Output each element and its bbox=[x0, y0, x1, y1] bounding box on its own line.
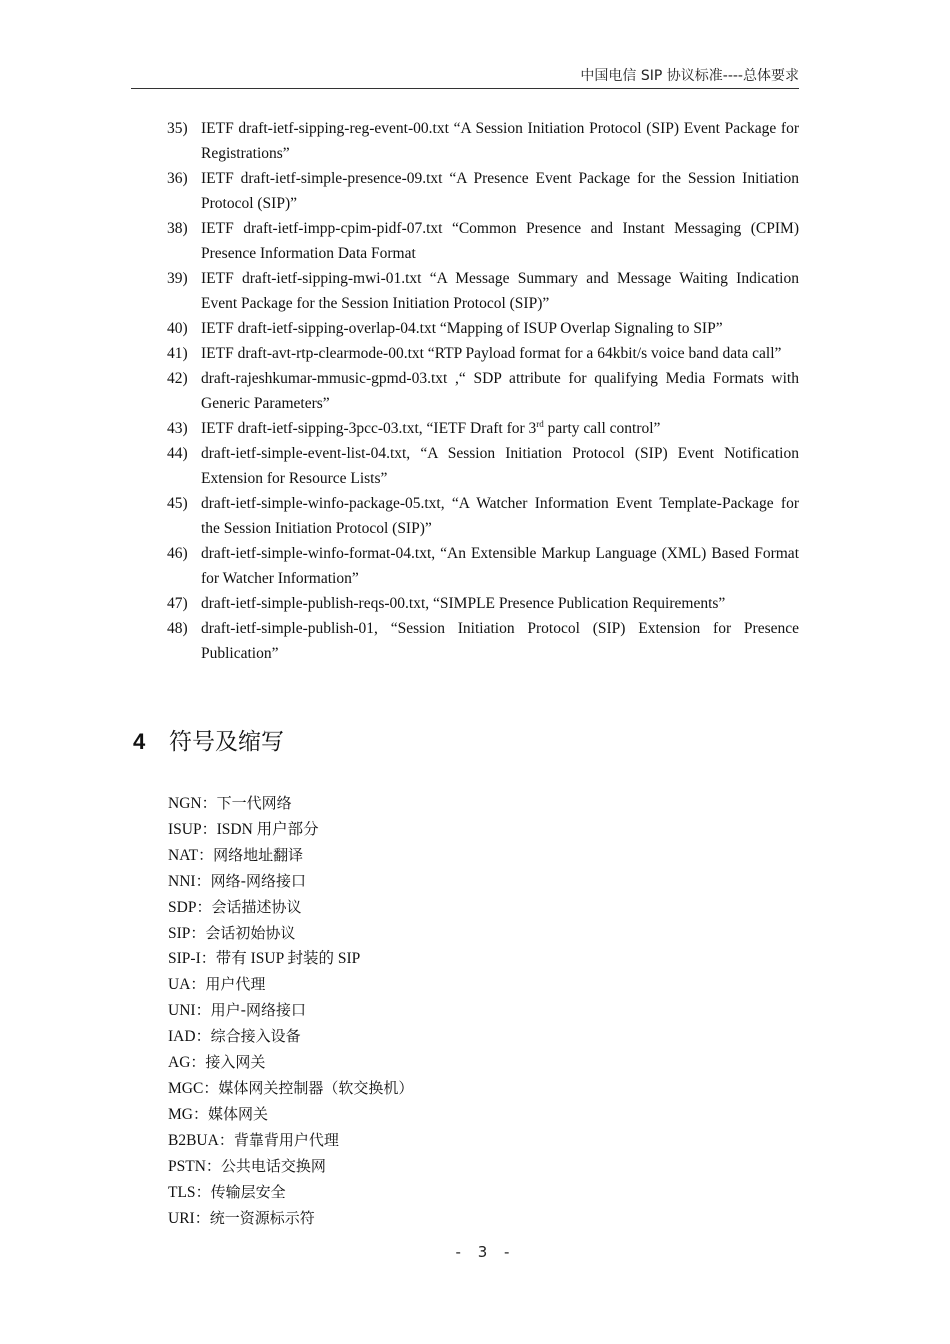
abbreviation-separator: ： bbox=[190, 1053, 206, 1072]
abbreviation-description: 带有 ISUP 封装的 SIP bbox=[215, 950, 361, 968]
reference-text: IETF draft-ietf-sipping-reg-event-00.txt “A Session Initiation Protocol (SIP) Event Package for Registrations” bbox=[201, 120, 799, 162]
abbreviation-separator: ： bbox=[201, 819, 217, 838]
abbreviation-term: SDP bbox=[168, 898, 197, 916]
abbreviation-term: ISUP bbox=[168, 820, 202, 838]
abbreviation-separator: ： bbox=[201, 794, 217, 812]
abbreviation-item bbox=[168, 791, 413, 817]
abbreviation-term: NGN bbox=[168, 795, 202, 812]
abbreviation-term: TLS bbox=[168, 1183, 196, 1201]
header-title: 中国电信 SIP 协议标准----总体要求 bbox=[580, 68, 799, 84]
reference-number: 47) bbox=[167, 595, 188, 612]
abbreviation-description: ISDN 用户部分 bbox=[216, 820, 319, 838]
reference-text: IETF draft-ietf-sipping-mwi-01.txt “A Message Summary and Message Waiting Indication Event Package for the Session Initiation Protocol (SIP)” bbox=[201, 270, 799, 312]
reference-item bbox=[167, 416, 799, 441]
reference-number: 39) bbox=[167, 270, 188, 287]
reference-number: 40) bbox=[167, 320, 188, 337]
abbreviation-separator: ： bbox=[195, 1027, 211, 1046]
abbreviation-item bbox=[168, 1206, 413, 1232]
reference-number: 38) bbox=[167, 220, 188, 237]
abbreviation-item bbox=[168, 1154, 413, 1180]
abbreviation-separator: ： bbox=[195, 1182, 211, 1201]
abbreviation-item bbox=[168, 1076, 413, 1102]
abbreviation-description: 接入网关 bbox=[205, 1053, 266, 1072]
reference-number: 45) bbox=[167, 495, 188, 512]
section-heading bbox=[133, 722, 284, 762]
reference-item bbox=[167, 366, 799, 416]
reference-text: draft-ietf-simple-publish-01, “Session Initiation Protocol (SIP) Extension for Presence Publication” bbox=[201, 620, 799, 662]
abbreviation-term: AG bbox=[168, 1054, 191, 1072]
reference-number: 48) bbox=[167, 620, 188, 637]
reference-item bbox=[167, 441, 799, 491]
abbreviation-term: MGC bbox=[168, 1079, 204, 1097]
reference-item bbox=[167, 166, 799, 216]
abbreviation-term: MG bbox=[168, 1105, 193, 1123]
section-number: 4 bbox=[133, 729, 146, 754]
abbreviation-item bbox=[168, 1024, 413, 1050]
abbreviation-description: 网络-网络接口 bbox=[210, 871, 306, 890]
reference-text-after: party call control” bbox=[543, 420, 661, 437]
page-header bbox=[131, 66, 799, 89]
abbreviation-description: 网络地址翻译 bbox=[213, 845, 304, 864]
abbreviation-term: UA bbox=[168, 976, 191, 994]
reference-item bbox=[167, 316, 799, 341]
abbreviation-description: 用户-网络接口 bbox=[210, 1001, 306, 1020]
abbreviation-item bbox=[168, 1102, 413, 1128]
reference-text: IETF draft-avt-rtp-clearmode-00.txt “RTP Payload format for a 64kbit/s voice band data call” bbox=[201, 345, 782, 362]
abbreviation-item bbox=[168, 972, 413, 998]
abbreviation-separator: ： bbox=[195, 871, 211, 890]
abbreviation-description: 统一资源标示符 bbox=[209, 1208, 315, 1227]
abbreviation-term: NNI bbox=[168, 872, 196, 890]
reference-text: draft-ietf-simple-winfo-package-05.txt, “A Watcher Information Event Template-Package for the Session Initiation Protocol (SIP)” bbox=[201, 495, 799, 537]
page-number: - 3 - bbox=[455, 1243, 510, 1261]
abbreviation-description: 会话初始协议 bbox=[205, 923, 296, 942]
abbreviation-separator: ： bbox=[205, 1156, 221, 1175]
reference-list bbox=[167, 116, 799, 666]
abbreviation-separator: ： bbox=[190, 923, 206, 942]
reference-text: IETF draft-ietf-simple-presence-09.txt “A Presence Event Package for the Session Initiation Protocol (SIP)” bbox=[201, 170, 799, 212]
abbreviation-separator: ： bbox=[190, 975, 206, 994]
reference-item bbox=[167, 116, 799, 166]
reference-item bbox=[167, 266, 799, 316]
reference-number: 43) bbox=[167, 420, 188, 437]
abbreviation-separator: ： bbox=[218, 1130, 234, 1149]
abbreviation-list bbox=[168, 791, 413, 1231]
reference-number: 44) bbox=[167, 445, 188, 462]
abbreviation-separator: ： bbox=[200, 949, 216, 968]
abbreviation-item bbox=[168, 998, 413, 1024]
abbreviation-item bbox=[168, 869, 413, 895]
reference-text: IETF draft-ietf-sipping-overlap-04.txt “Mapping of ISUP Overlap Signaling to SIP” bbox=[201, 320, 723, 337]
reference-text: draft-rajeshkumar-mmusic-gpmd-03.txt ,“ SDP attribute for qualifying Media Formats with Generic Parameters” bbox=[201, 370, 799, 412]
reference-number: 42) bbox=[167, 370, 188, 387]
abbreviation-separator: ： bbox=[198, 845, 214, 864]
reference-item bbox=[167, 541, 799, 591]
abbreviation-item bbox=[168, 843, 413, 869]
abbreviation-term: UNI bbox=[168, 1002, 196, 1020]
abbreviation-item bbox=[168, 1050, 413, 1076]
abbreviation-term: NAT bbox=[168, 846, 199, 864]
reference-item bbox=[167, 491, 799, 541]
abbreviation-separator: ： bbox=[196, 897, 212, 916]
reference-text-before: IETF draft-ietf-sipping-3pcc-03.txt, “IETF Draft for 3 bbox=[201, 420, 537, 437]
abbreviation-separator: ： bbox=[195, 1001, 211, 1020]
reference-item bbox=[167, 591, 799, 616]
abbreviation-description: 背靠背用户代理 bbox=[233, 1130, 339, 1149]
abbreviation-item bbox=[168, 895, 413, 921]
abbreviation-description: 下一代网络 bbox=[216, 794, 292, 812]
abbreviation-description: 用户代理 bbox=[205, 975, 266, 994]
abbreviation-item bbox=[168, 1128, 413, 1154]
reference-text: draft-ietf-simple-winfo-format-04.txt, “An Extensible Markup Language (XML) Based Format for Watcher Information” bbox=[201, 545, 799, 587]
abbreviation-separator: ： bbox=[194, 1208, 210, 1227]
reference-number: 41) bbox=[167, 345, 188, 362]
reference-text: IETF draft-ietf-impp-cpim-pidf-07.txt “Common Presence and Instant Messaging (CPIM) Presence Information Data Format bbox=[201, 220, 799, 262]
reference-item bbox=[167, 616, 799, 666]
ordinal-superscript: rd bbox=[536, 418, 544, 429]
abbreviation-description: 媒体网关 bbox=[208, 1104, 269, 1123]
reference-number: 35) bbox=[167, 120, 188, 137]
reference-item bbox=[167, 216, 799, 266]
reference-text: draft-ietf-simple-publish-reqs-00.txt, “SIMPLE Presence Publication Requirements” bbox=[201, 595, 726, 612]
abbreviation-item bbox=[168, 817, 413, 843]
abbreviation-term: SIP-I bbox=[168, 950, 201, 968]
reference-number: 46) bbox=[167, 545, 188, 562]
reference-number: 36) bbox=[167, 170, 188, 187]
abbreviation-term: B2BUA bbox=[168, 1131, 219, 1149]
reference-item bbox=[167, 341, 799, 366]
abbreviation-item bbox=[168, 921, 413, 947]
abbreviation-term: IAD bbox=[168, 1028, 196, 1046]
abbreviation-term: SIP bbox=[168, 924, 191, 942]
abbreviation-description: 传输层安全 bbox=[210, 1182, 286, 1201]
abbreviation-term: PSTN bbox=[168, 1157, 206, 1175]
abbreviation-term: URI bbox=[168, 1209, 195, 1227]
reference-text: draft-ietf-simple-event-list-04.txt, “A Session Initiation Protocol (SIP) Event Notification Extension for Resource Lists” bbox=[201, 445, 799, 487]
abbreviation-description: 公共电话交换网 bbox=[220, 1156, 326, 1175]
abbreviation-item bbox=[168, 1180, 413, 1206]
abbreviation-item bbox=[168, 946, 413, 972]
abbreviation-description: 媒体网关控制器（软交换机） bbox=[218, 1078, 414, 1097]
abbreviation-separator: ： bbox=[203, 1078, 219, 1097]
section-title: 符号及缩写 bbox=[169, 729, 284, 755]
abbreviation-separator: ： bbox=[192, 1104, 208, 1123]
abbreviation-description: 综合接入设备 bbox=[210, 1027, 301, 1046]
abbreviation-description: 会话描述协议 bbox=[211, 897, 302, 916]
